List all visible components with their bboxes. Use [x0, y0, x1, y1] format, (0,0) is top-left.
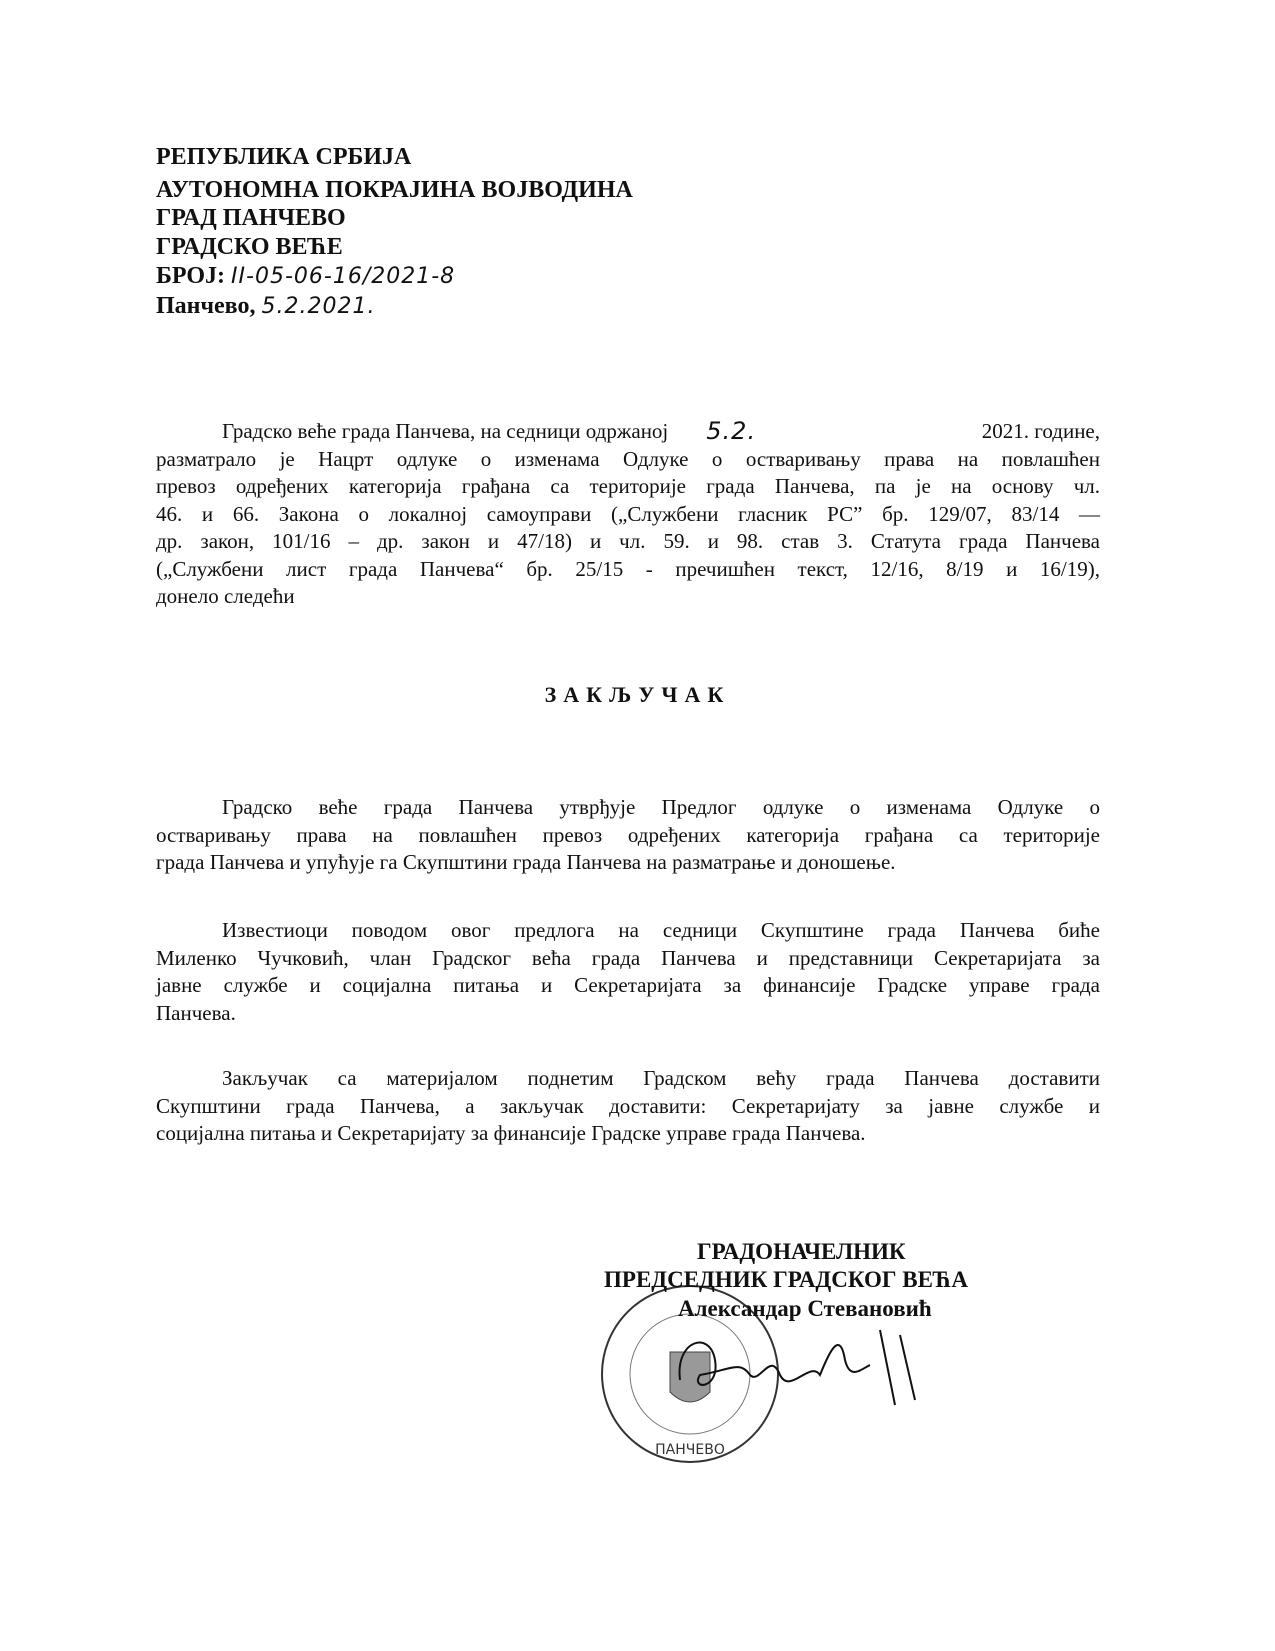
paragraph-line: Панчева. — [156, 1000, 236, 1025]
signatory-title-2: ПРЕДСЕДНИК ГРАДСКОГ ВЕЋА — [604, 1267, 968, 1292]
signatory-title-1: ГРАДОНАЧЕЛНИК — [697, 1239, 906, 1264]
paragraph-line: остваривању права на повлашћен превоз одређених категорија грађана са територије — [156, 822, 1100, 847]
place-label: Панчево, — [156, 293, 256, 319]
paragraph-line: Известиоци поводом овог предлога на седници Скупштине града Панчева биће — [222, 918, 1100, 942]
header-number — [156, 262, 455, 291]
header-date — [156, 292, 375, 321]
intro-text: Градско веће града Панчева, на седници одржаној — [222, 419, 669, 443]
paragraph-line: јавне службе и социјална питања и Секретаријата за финансије Градске управе града — [156, 973, 1100, 997]
header-city: ГРАД ПАНЧЕВО — [156, 205, 346, 231]
year-tail: 2021. године, — [981, 419, 1100, 443]
intro-line: 46. и 66. Закона о локалној самоуправи („Службени гласник РС” бр. 129/07, 83/14 — — [156, 501, 1100, 526]
intro-paragraph — [156, 418, 1100, 611]
handwritten-signature — [670, 1320, 930, 1410]
number-value: II-05-06-16/2021-8 — [231, 264, 456, 289]
number-label: БРОЈ: — [156, 263, 226, 289]
header-council: ГРАДСКО ВЕЋЕ — [156, 234, 343, 260]
paragraph-line: Скупштини града Панчева, а закључак доставити: Секретаријату за јавне службе и — [156, 1093, 1100, 1118]
paragraph-line: социјална питања и Секретаријату за финансије Градске управе града Панчева. — [156, 1121, 866, 1145]
intro-line: разматрало је Нацрт одлуке о изменама Одлуке о остваривању права на повлашћен — [156, 446, 1100, 471]
intro-line — [156, 418, 1100, 446]
date-value: 5.2.2021. — [261, 294, 376, 319]
paragraph-line: Градско веће града Панчева утврђује Предлог одлуке о изменама Одлуке о — [222, 795, 1100, 819]
conclusion-paragraph-3 — [156, 1065, 1100, 1148]
intro-line: превоз одређених категорија грађана са територије града Панчева, па је на основу чл. — [156, 474, 1100, 498]
intro-line: др. закон, 101/16 – др. закон и 47/18) и чл. 59. и 98. став 3. Статута града Панчева — [156, 529, 1100, 553]
header-province: АУТОНОМНА ПОКРАЈИНА ВОЈВОДИНА — [156, 177, 633, 203]
intro-line: донело следећи — [156, 584, 295, 608]
session-date: 5.2. — [706, 417, 757, 445]
paragraph-line: Закључак са материјалом поднетим Градском већу града Панчева доставити — [222, 1066, 1100, 1090]
conclusion-paragraph-2 — [156, 917, 1100, 1027]
intro-line: („Службени лист града Панчева“ бр. 25/15 - пречишћен текст, 12/16, 8/19 и 16/19), — [156, 556, 1100, 581]
signatory-name: Александар Стевановић — [678, 1296, 932, 1321]
paragraph-line: Миленко Чучковић, члан Градског већа града Панчева и представници Секретаријата за — [156, 945, 1100, 970]
paragraph-line: града Панчева и упућује га Скупштини града Панчева на разматрање и доношење. — [156, 850, 896, 874]
document-title: ЗАКЉУЧАК — [544, 682, 731, 707]
stamp-bottom-text: ПАНЧЕВО — [655, 1442, 725, 1458]
conclusion-paragraph-1 — [156, 794, 1100, 877]
header-country: РЕПУБЛИКА СРБИЈА — [156, 144, 412, 170]
